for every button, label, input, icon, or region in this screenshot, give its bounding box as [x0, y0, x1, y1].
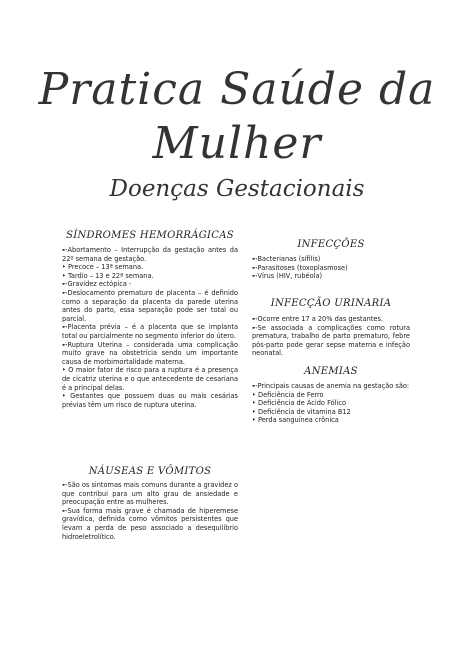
list-item: ‣ Deficiência de Ácido Fólico: [252, 399, 346, 408]
list-item: ‣ Precoce – 13ª semana.: [62, 263, 144, 272]
list-item: ‣ Perda sanguínea crônica: [252, 416, 339, 425]
page-subtitle: Doenças Gestacionais: [109, 176, 365, 202]
list-item: ➸Abortamento – Interrupção da gestação antes da 22º semana de gestação.: [62, 246, 238, 263]
list-item: ➸Principais causas de anemia na gestação são:: [252, 382, 410, 390]
list-item: ➸Parasitoses (toxoplasmose): [252, 263, 348, 272]
section-body-infeccoes: [252, 255, 410, 281]
list-item: ➸Ocorre entre 17 a 20% das gestantes.: [252, 315, 384, 323]
list-item: ‣ Tardio – 13 e 22ª semana.: [62, 271, 154, 280]
section-heading-sindromes: SÍNDROMES HEMORRÁGICAS: [66, 230, 234, 241]
page-title-line-2: Mulher: [152, 118, 322, 169]
section-heading-infeccao-urinaria: INFECÇÃO URINARIA: [270, 298, 392, 309]
section-body-nauseas: [62, 481, 238, 541]
list-item: ➸Sua forma mais grave é chamada de hiperemese gravídica, definida como vômitos persistentes que levam a perda de peso associado a desequilíbrio hidroeletrolítico.: [62, 506, 238, 541]
section-heading-anemias: ANEMIAS: [304, 366, 358, 377]
list-item: ‣ O maior fator de risco para a ruptura é a presença de cicatriz uterina e o que antecedente de cesariana é a principal delas.: [62, 366, 238, 392]
list-item: ‣ Deficiência de vitamina B12: [252, 407, 351, 416]
list-item: ➸Vírus (HIV, rubéola): [252, 272, 323, 281]
section-body-infeccao-urinaria: [252, 315, 410, 358]
list-item: ➸Se associada a complicações como rotura prematura, trabalho de parto prematuro, febre pós-parto pode gerar sepse materna e infeção neonatal.: [252, 323, 410, 358]
list-item: ➸Deslocamento prematuro de placenta – é definido como a separação da placenta da parede uterina antes do parto, essa separação pode ser total ou parcial.: [62, 288, 238, 323]
list-item: ➸Placenta prévia – é a placenta que se implanta total ou parcialmente no segmento inferior do útero.: [62, 323, 238, 340]
list-item: ➸Ruptura Uterina – considerada uma complicação muito grave na obstetrícia sendo um importante causa de morbimortalidade materna.: [62, 340, 238, 366]
list-item: ‣ Deficiência de Ferro: [252, 390, 324, 399]
section-heading-infeccoes: INFECÇÕES: [297, 239, 365, 250]
page-title-line-1: Pratica Saúde da: [38, 64, 436, 115]
section-heading-nauseas: NÁUSEAS E VÔMITOS: [88, 466, 212, 477]
section-body-anemias: [252, 382, 410, 425]
list-item: ➸São os sintomas mais comuns durante a gravidez o que contribui para um alto grau de ansiedade e preocupação entre as mulheres.: [62, 481, 238, 507]
section-body-sindromes: [62, 246, 238, 409]
list-item: ‣ Gestantes que possuem duas ou mais cesárias prévias têm um risco de ruptura uterina.: [62, 392, 238, 409]
list-item: ➸Bacterianas (sífilis): [252, 255, 321, 263]
list-item: ➸Gravidez ectópica -: [62, 280, 132, 289]
